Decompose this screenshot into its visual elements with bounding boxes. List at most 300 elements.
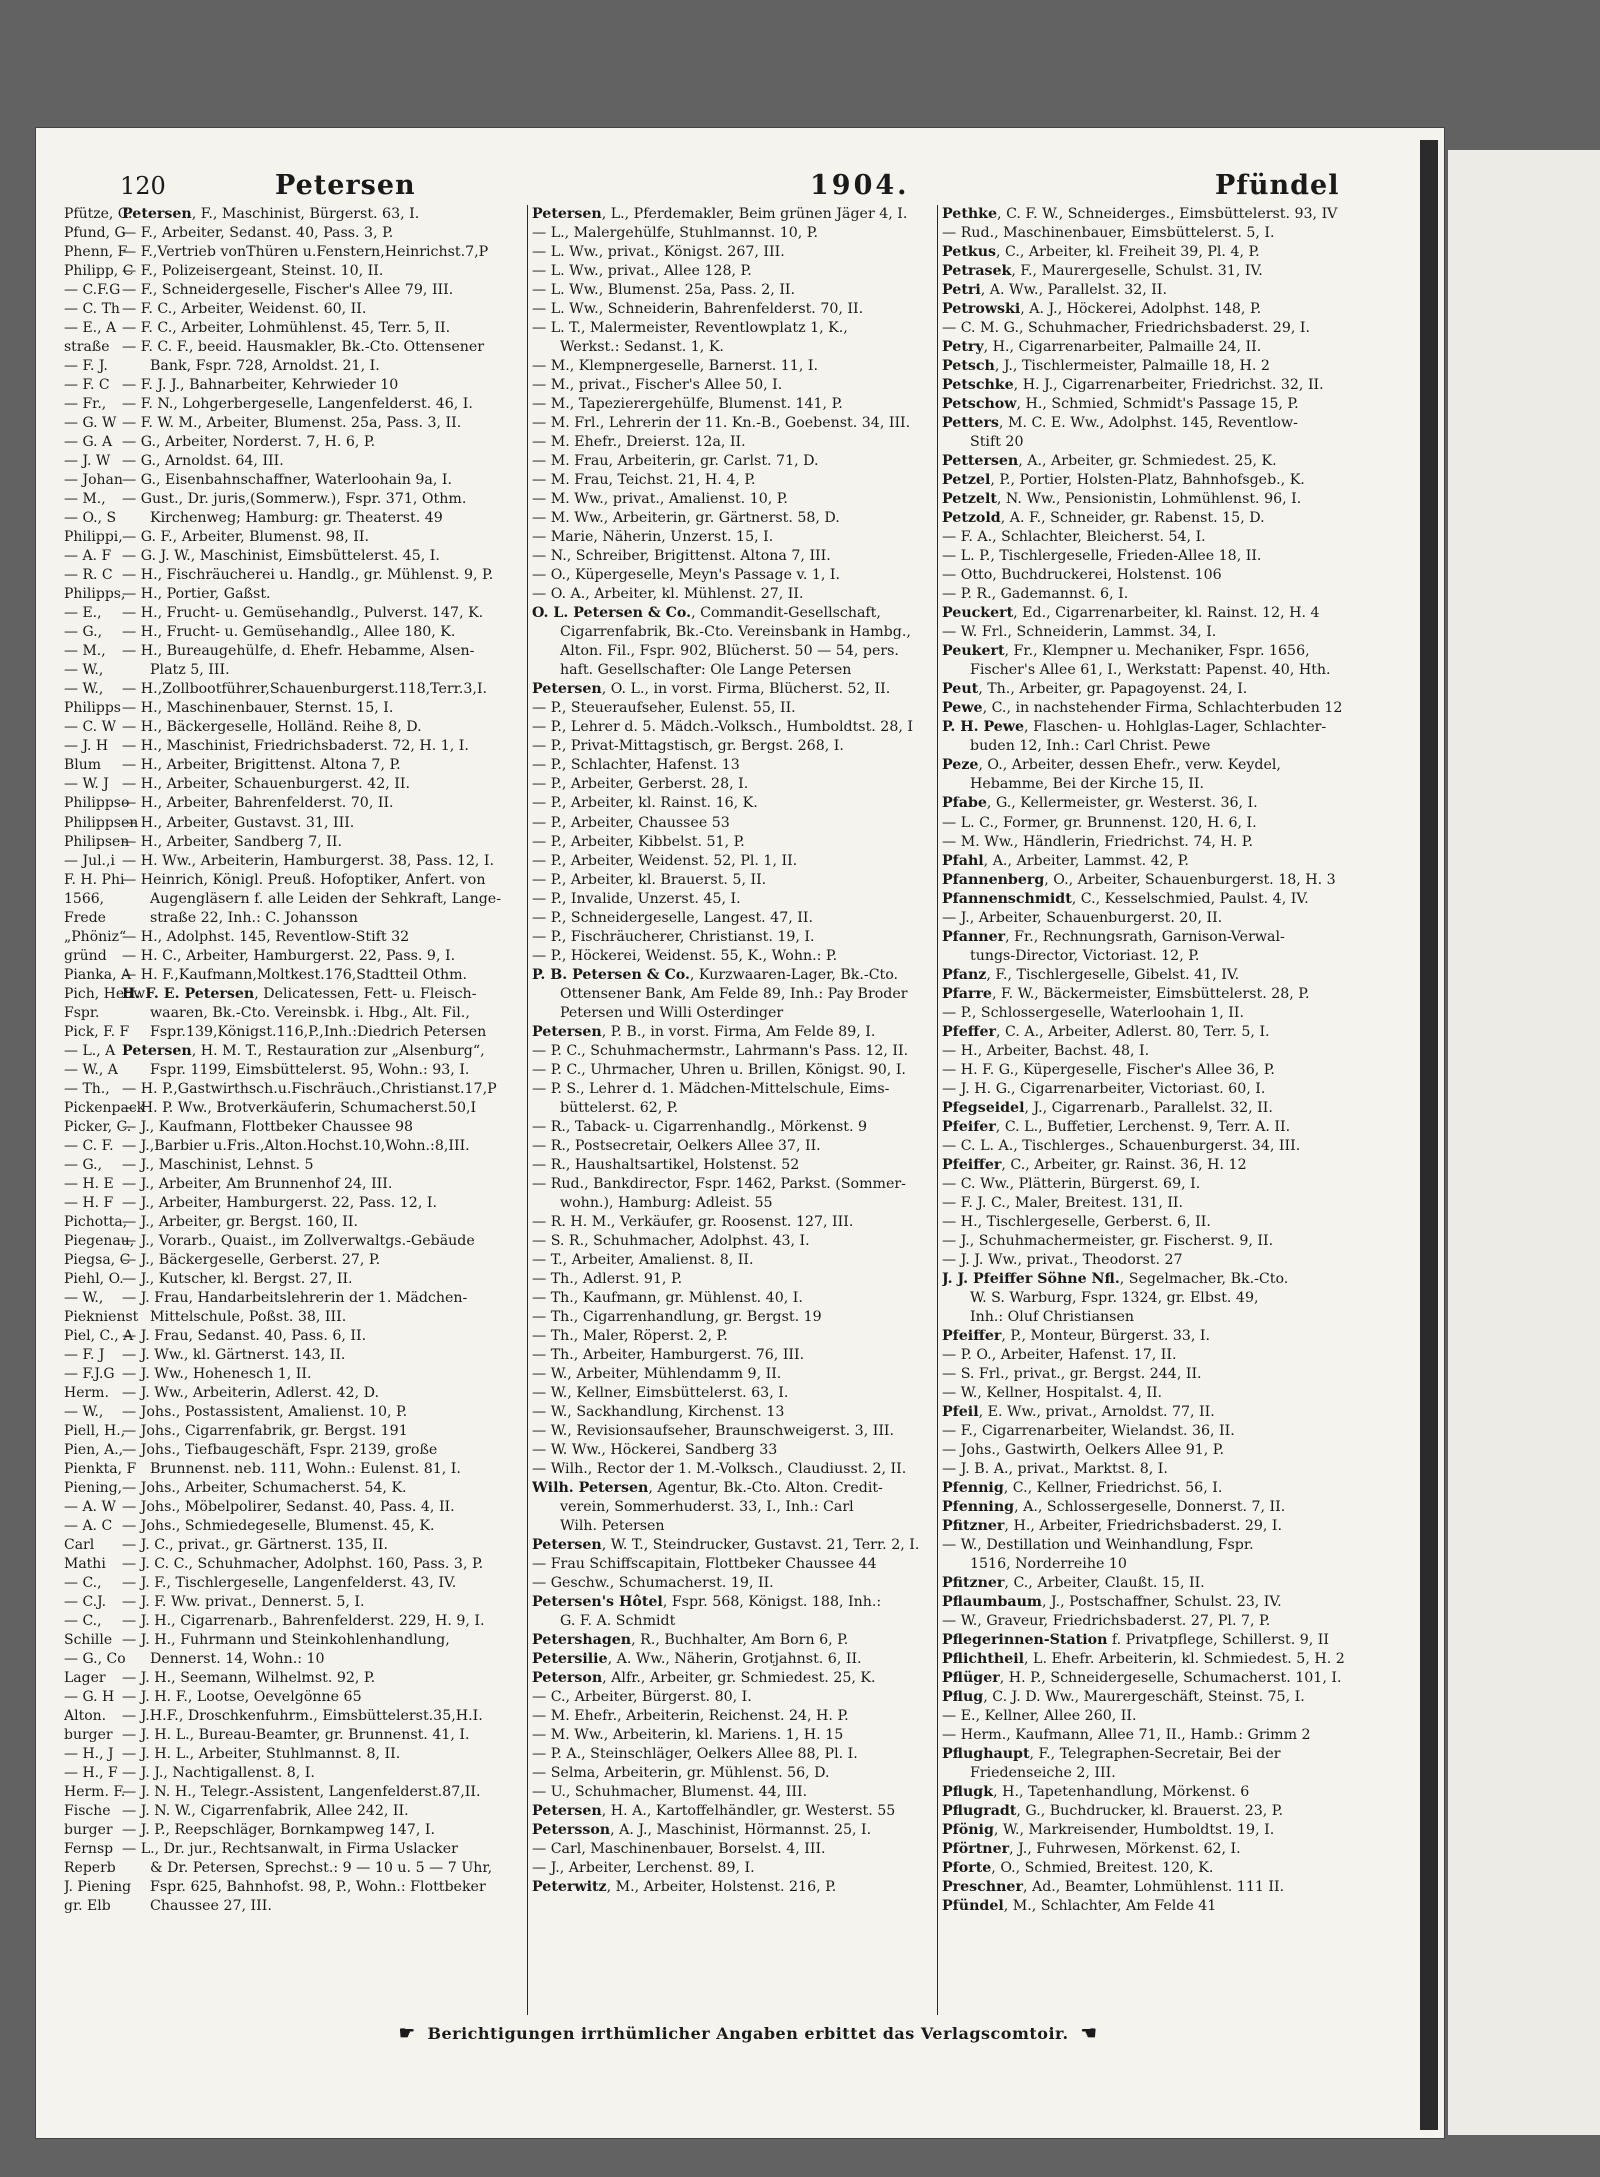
directory-entry-line: — W., Destillation und Weinhandlung, Fspr. bbox=[942, 1537, 1254, 1554]
directory-entry-line: Petzold, A. F., Schneider, gr. Rabenst. 15, D. bbox=[942, 510, 1265, 527]
directory-entry-line: Pförtner, J., Fuhrwesen, Mörkenst. 62, I. bbox=[942, 1841, 1241, 1858]
directory-entry-line: Petschke, H. J., Cigarrenarbeiter, Friedrichst. 32, II. bbox=[942, 377, 1324, 394]
directory-entry-line: Dennerst. 14, Wohn.: 10 bbox=[150, 1651, 325, 1668]
column-rule bbox=[937, 205, 938, 2015]
directory-entry-line: Werkst.: Sedanst. 1, K. bbox=[560, 339, 724, 356]
facing-page-line: — W., bbox=[64, 1403, 104, 1420]
directory-entry-line: G. F. A. Schmidt bbox=[560, 1613, 676, 1630]
directory-entry-line: — M. Ww., Arbeiterin, kl. Mariens. 1, H. 15 bbox=[532, 1727, 844, 1744]
facing-page-line: Pienkta, F bbox=[64, 1461, 137, 1478]
directory-entry-line: — J. N. H., Telegr.-Assistent, Langenfelderst.87,II. bbox=[122, 1784, 481, 1801]
directory-entry-line: — J., Maschinist, Lehnst. 5 bbox=[122, 1156, 314, 1173]
facing-page-line: Pieknienst bbox=[64, 1308, 139, 1325]
directory-entry-line: — G., Eisenbahnschaffner, Waterloohain 9a, I. bbox=[122, 472, 452, 489]
directory-entry-line: Pfeil, E. Ww., privat., Arnoldst. 77, II. bbox=[942, 1403, 1215, 1420]
facing-page-line: — E., A bbox=[64, 320, 117, 337]
directory-entry-line: — J. F. Ww. privat., Dennerst. 5, I. bbox=[122, 1594, 365, 1611]
directory-entry-line: — L. T., Malermeister, Reventlowplatz 1, K., bbox=[532, 320, 848, 337]
directory-entry-line: — Wilh., Rector der 1. M.-Volksch., Claudiusst. 2, II. bbox=[532, 1461, 907, 1478]
column-3 bbox=[942, 205, 1347, 2015]
header-year: 1904. bbox=[810, 170, 910, 201]
directory-entry-line: — H., Arbeiter, Brigittenst. Altona 7, P. bbox=[122, 757, 401, 774]
directory-entry-line: — H. P. Ww., Brotverkäuferin, Schumacherst.50,I bbox=[122, 1099, 477, 1116]
directory-entry-line: Pethke, C. F. W., Schneiderges., Eimsbüttelerst. 93, IV bbox=[942, 206, 1338, 222]
directory-entry-line: Petersen's Hôtel, Fspr. 568, Königst. 188, Inh.: bbox=[532, 1594, 882, 1611]
directory-entry-line: — H., Bureaugehülfe, d. Ehefr. Hebamme, Alsen- bbox=[122, 643, 475, 660]
directory-entry-line: — J. F., Tischlergeselle, Langenfelderst. 43, IV. bbox=[122, 1575, 457, 1592]
column-1 bbox=[122, 205, 522, 2015]
directory-entry-line: Petrowski, A. J., Höckerei, Adolphst. 148, P. bbox=[942, 301, 1262, 318]
directory-entry-line: — W. Ww., Höckerei, Sandberg 33 bbox=[532, 1442, 778, 1459]
facing-page-line: Reperb bbox=[64, 1860, 116, 1877]
directory-entry-line: — L. Ww., privat., Königst. 267, III. bbox=[532, 244, 785, 261]
directory-entry-line: Pfanz, F., Tischlergeselle, Gibelst. 41, IV. bbox=[942, 966, 1240, 983]
directory-entry-line: — O., Küpergeselle, Meyn's Passage v. 1, I. bbox=[532, 567, 841, 584]
footer-text: Berichtigungen irrthümlicher Angaben erbittet das Verlagscomtoir. bbox=[427, 2024, 1069, 2043]
directory-entry-line: Petersen und Willi Osterdinger bbox=[560, 1004, 784, 1021]
directory-entry-line: O. L. Petersen & Co., Commandit-Gesellschaft, bbox=[532, 605, 881, 622]
directory-entry-line: — H. Ww., Arbeiterin, Hamburgerst. 38, Pass. 12, I. bbox=[122, 852, 495, 869]
directory-entry-line: — W., Sackhandlung, Kirchenst. 13 bbox=[532, 1403, 785, 1420]
directory-entry-line: Inh.: Oluf Christiansen bbox=[970, 1308, 1134, 1325]
directory-entry-line: haft. Gesellschafter: Ole Lange Petersen bbox=[560, 662, 852, 679]
directory-entry-line: Pflugk, H., Tapetenhandlung, Mörkenst. 6 bbox=[942, 1784, 1250, 1801]
directory-entry-line: Pfanner, Fr., Rechnungsrath, Garnison-Verwal- bbox=[942, 928, 1285, 945]
directory-entry-line: — P. C., Uhrmacher, Uhren u. Brillen, Königst. 90, I. bbox=[532, 1061, 906, 1078]
directory-entry-line: — Frau Schiffscapitain, Flottbeker Chaussee 44 bbox=[532, 1556, 877, 1573]
facing-page-line: — J. W bbox=[64, 453, 111, 470]
directory-entry-line: Pfennig, C., Kellner, Friedrichst. 56, I. bbox=[942, 1480, 1223, 1497]
directory-entry-line: Pfenning, A., Schlossergeselle, Donnerst. 7, II. bbox=[942, 1499, 1286, 1516]
facing-page-line: Herm. bbox=[64, 1384, 109, 1401]
directory-entry-line: — G., Arbeiter, Norderst. 7, H. 6, P. bbox=[122, 434, 376, 451]
facing-page-line: gr. Elb bbox=[64, 1898, 111, 1915]
facing-page-line: — Johan bbox=[64, 472, 123, 489]
facing-page-line: — O., S bbox=[64, 510, 117, 527]
facing-page-line: Fische bbox=[64, 1803, 111, 1820]
directory-entry-line: — G. F., Arbeiter, Blumenst. 98, II. bbox=[122, 529, 369, 546]
directory-entry-line: — J. Frau, Handarbeitslehrerin der 1. Mädchen- bbox=[122, 1289, 468, 1306]
directory-entry-line: — F. J. J., Bahnarbeiter, Kehrwieder 10 bbox=[122, 377, 399, 394]
directory-entry-line: — H., Tischlergeselle, Gerberst. 6, II. bbox=[942, 1213, 1211, 1230]
directory-entry-line: — G., Arnoldst. 64, III. bbox=[122, 453, 284, 470]
directory-entry-line: Friedenseiche 2, III. bbox=[970, 1765, 1116, 1782]
directory-entry-line: Petersen, L., Pferdemakler, Beim grünen Jäger 4, I. bbox=[532, 206, 908, 222]
directory-entry-line: Brunnenst. neb. 111, Wohn.: Eulenst. 81, I. bbox=[150, 1461, 461, 1478]
directory-entry-line: — H., Bäckergeselle, Holländ. Reihe 8, D. bbox=[122, 719, 422, 736]
directory-entry-line: — Th., Maler, Röperst. 2, P. bbox=[532, 1327, 728, 1344]
facing-page-line: gründ bbox=[64, 947, 107, 964]
directory-entry-line: Pflüger, H. P., Schneidergeselle, Schumacherst. 101, I. bbox=[942, 1670, 1342, 1687]
directory-entry-line: — H., Maschinenbauer, Sternst. 15, I. bbox=[122, 700, 394, 717]
directory-entry-line: — M. Ehefr., Arbeiterin, Reichenst. 24, H. P. bbox=[532, 1708, 849, 1725]
facing-page-line: — W. J bbox=[64, 776, 109, 793]
column-rule bbox=[527, 205, 528, 2015]
directory-entry-line: straße 22, Inh.: C. Johansson bbox=[150, 909, 358, 926]
directory-entry-line: Petri, A. Ww., Parallelst. 32, II. bbox=[942, 282, 1167, 299]
page-number: 120 bbox=[120, 172, 166, 200]
directory-entry-line: — C. M. G., Schuhmacher, Friedrichsbaderst. 29, I. bbox=[942, 320, 1310, 337]
directory-entry-line: — Johs., Arbeiter, Schumacherst. 54, K. bbox=[122, 1480, 407, 1497]
directory-entry-line: Petrasek, F., Maurergeselle, Schulst. 31, IV. bbox=[942, 263, 1263, 280]
column-2 bbox=[532, 205, 932, 2015]
directory-entry-line: — W., Graveur, Friedrichsbaderst. 27, Pl. 7, P. bbox=[942, 1613, 1271, 1630]
directory-entry-line: — M., privat., Fischer's Allee 50, I. bbox=[532, 377, 783, 394]
facing-page-line: Pianka, A bbox=[64, 966, 132, 983]
directory-entry-line: — F., Cigarrenarbeiter, Wielandst. 36, II. bbox=[942, 1423, 1235, 1439]
directory-entry-line: — P., Steueraufseher, Eulenst. 55, II. bbox=[532, 700, 796, 717]
facing-page-line: 1566, bbox=[64, 890, 105, 907]
directory-entry-line: — Th., Cigarrenhandlung, gr. Bergst. 19 bbox=[532, 1308, 822, 1325]
directory-entry-line: P. B. Petersen & Co., Kurzwaaren-Lager, Bk.-Cto. bbox=[532, 966, 899, 983]
directory-entry-line: — N., Schreiber, Brigittenst. Altona 7, III. bbox=[532, 548, 831, 565]
directory-entry-line: — F.,Vertrieb vonThüren u.Fenstern,Heinrichst.7,P bbox=[122, 244, 489, 261]
directory-entry-line: — J. H. L., Bureau-Beamter, gr. Brunnenst. 41, I. bbox=[122, 1727, 470, 1744]
directory-entry-line: — T., Arbeiter, Amalienst. 8, II. bbox=[532, 1251, 754, 1268]
directory-entry-line: — F. A., Schlachter, Bleicherst. 54, I. bbox=[942, 529, 1206, 546]
directory-entry-line: — H., Arbeiter, Bahrenfelderst. 70, II. bbox=[122, 795, 394, 812]
directory-entry-line: Peterson, Alfr., Arbeiter, gr. Schmiedest. 25, K. bbox=[532, 1670, 876, 1687]
facing-page-line: burger bbox=[64, 1822, 113, 1839]
directory-entry-line: — R., Taback- u. Cigarrenhandlg., Mörkenst. 9 bbox=[532, 1118, 868, 1135]
directory-entry-line: tungs-Director, Victoriast. 12, P. bbox=[970, 947, 1200, 964]
pointing-hand-icon: ☚ bbox=[1080, 2023, 1098, 2044]
directory-entry-line: Pfannenschmidt, C., Kesselschmied, Paulst. 4, IV. bbox=[942, 890, 1309, 907]
directory-entry-line: Petry, H., Cigarrenarbeiter, Palmaille 24, II. bbox=[942, 339, 1262, 356]
facing-page-line: Phenn, F bbox=[64, 244, 128, 261]
directory-entry-line: — Geschw., Schumacherst. 19, II. bbox=[532, 1575, 774, 1592]
facing-page-line: Piening, bbox=[64, 1480, 123, 1497]
directory-entry-line: & Dr. Petersen, Sprechst.: 9 — 10 u. 5 — 7 Uhr, bbox=[150, 1860, 493, 1877]
directory-entry-line: — P., Privat-Mittagstisch, gr. Bergst. 268, I. bbox=[532, 738, 844, 755]
directory-entry-line: — F., Polizeisergeant, Steinst. 10, II. bbox=[122, 263, 384, 280]
directory-entry-line: — M. Ehefr., Dreierst. 12a, II. bbox=[532, 434, 746, 451]
facing-page-line: Piegenau, bbox=[64, 1232, 135, 1249]
directory-entry-line: — L. Ww., privat., Allee 128, P. bbox=[532, 263, 752, 280]
directory-entry-line: — F. J. C., Maler, Breitest. 131, II. bbox=[942, 1194, 1184, 1211]
directory-entry-line: — P., Schneidergeselle, Langest. 47, II. bbox=[532, 909, 813, 926]
facing-page-line: Piegsa, C bbox=[64, 1251, 131, 1268]
facing-page-line: Mathi bbox=[64, 1556, 106, 1573]
directory-entry-line: buden 12, Inh.: Carl Christ. Pewe bbox=[970, 738, 1211, 755]
directory-entry-line: — E., Kellner, Allee 260, II. bbox=[942, 1708, 1137, 1725]
directory-entry-line: — P., Arbeiter, Kibbelst. 51, P. bbox=[532, 833, 745, 850]
directory-entry-line: — H., Arbeiter, Sandberg 7, II. bbox=[122, 833, 342, 850]
directory-entry-line: — L. C., Former, gr. Brunnenst. 120, H. 6, I. bbox=[942, 814, 1257, 831]
directory-entry-line: — M. Frl., Lehrerin der 11. Kn.-B., Goebenst. 34, III. bbox=[532, 415, 911, 432]
directory-entry-line: — J., Arbeiter, Am Brunnenhof 24, III. bbox=[122, 1175, 393, 1192]
facing-page-line: burger bbox=[64, 1727, 113, 1744]
directory-entry-line: — P., Arbeiter, Weidenst. 52, Pl. 1, II. bbox=[532, 852, 798, 869]
facing-page-line: — R. C bbox=[64, 567, 113, 584]
directory-entry-line: Ottensener Bank, Am Felde 89, Inh.: Pay Broder bbox=[560, 985, 908, 1002]
directory-entry-line: — J. H., Fuhrmann und Steinkohlenhandlung, bbox=[122, 1632, 450, 1649]
facing-page-line: Alton. bbox=[64, 1708, 107, 1725]
directory-entry-line: — J. Frau, Sedanst. 40, Pass. 6, II. bbox=[122, 1327, 367, 1344]
directory-entry-line: — J. J. Ww., privat., Theodorst. 27 bbox=[942, 1251, 1183, 1268]
directory-entry-line: Fspr.139,Königst.116,P.,Inh.:Diedrich Petersen bbox=[150, 1023, 487, 1040]
directory-entry-line: Petersen, F., Maschinist, Bürgerst. 63, I. bbox=[122, 206, 420, 222]
directory-entry-line: Pflugradt, G., Buchdrucker, kl. Brauerst. 23, P. bbox=[942, 1803, 1283, 1820]
page-gutter bbox=[1420, 140, 1438, 2130]
facing-page-line: Philippsen bbox=[64, 814, 139, 831]
facing-page-line: — G. H bbox=[64, 1689, 115, 1706]
directory-entry-line: — Th., Arbeiter, Hamburgerst. 76, III. bbox=[532, 1346, 805, 1363]
header-right-word: Pfündel bbox=[1215, 170, 1340, 201]
facing-page-line: Piell, H., bbox=[64, 1423, 126, 1439]
directory-entry-line: — J., Vorarb., Quaist., im Zollverwaltgs.-Gebäude bbox=[122, 1232, 475, 1249]
directory-entry-line: — U., Schuhmacher, Blumenst. 44, III. bbox=[532, 1784, 808, 1801]
directory-entry-line: — W., Kellner, Hospitalst. 4, II. bbox=[942, 1384, 1163, 1401]
directory-entry-line: — Johs., Tiefbaugeschäft, Fspr. 2139, große bbox=[122, 1442, 438, 1459]
directory-entry-line: — H. P.,Gastwirthsch.u.Fischräuch.,Christianst.17,P bbox=[122, 1080, 497, 1097]
directory-entry-line: Pfitzner, H., Arbeiter, Friedrichsbaderst. 29, I. bbox=[942, 1518, 1283, 1535]
facing-page-line: Pichotta, bbox=[64, 1213, 128, 1230]
facing-page-line: — F. J. bbox=[64, 358, 108, 375]
facing-page-line: Frede bbox=[64, 909, 106, 926]
facing-page-line: straße bbox=[64, 339, 110, 356]
facing-page-line: — C.F.G bbox=[64, 282, 121, 299]
directory-entry-line: — M. Ww., Arbeiterin, gr. Gärtnerst. 58, D. bbox=[532, 510, 840, 527]
facing-page-line: — H. F bbox=[64, 1194, 114, 1211]
directory-entry-line: — J. H. F., Lootse, Oevelgönne 65 bbox=[122, 1689, 362, 1706]
directory-entry-line: — Johs., Cigarrenfabrik, gr. Bergst. 191 bbox=[122, 1423, 408, 1439]
directory-entry-line: Wilh. Petersen, Agentur, Bk.-Cto. Alton. Credit- bbox=[532, 1480, 883, 1497]
directory-entry-line: — J., Schuhmachermeister, gr. Fischerst. 9, II. bbox=[942, 1232, 1274, 1249]
facing-page-line: J. Piening bbox=[64, 1879, 132, 1896]
directory-entry-line: Petzel, P., Portier, Holsten-Platz, Bahnhofsgeb., K. bbox=[942, 472, 1305, 489]
directory-entry-line: — J. C., privat., gr. Gärtnerst. 135, II. bbox=[122, 1537, 389, 1554]
directory-entry-line: — J. C. C., Schuhmacher, Adolphst. 160, Pass. 3, P. bbox=[122, 1556, 484, 1573]
directory-entry-line: Pettersen, A., Arbeiter, gr. Schmiedest. 25, K. bbox=[942, 453, 1277, 470]
facing-page-line: Lager bbox=[64, 1670, 106, 1687]
directory-entry-line: — F., Schneidergeselle, Fischer's Allee 79, III. bbox=[122, 282, 454, 299]
facing-page-line: Pich, Hedw bbox=[64, 985, 146, 1002]
directory-entry-line: Fspr. 1199, Eimsbüttelerst. 95, Wohn.: 93, I. bbox=[150, 1061, 470, 1078]
facing-page-line: — C.J. bbox=[64, 1594, 107, 1611]
directory-entry-line: — F. C., Arbeiter, Weidenst. 60, II. bbox=[122, 301, 367, 318]
facing-page-line: — G., Co bbox=[64, 1651, 126, 1668]
facing-page-line: „Phöniz“ bbox=[64, 928, 127, 945]
facing-page-line: — M., bbox=[64, 491, 106, 508]
directory-entry-line: — Johs., Möbelpolirer, Sedanst. 40, Pass. 4, II. bbox=[122, 1499, 455, 1516]
directory-entry-line: — M. Frau, Arbeiterin, gr. Carlst. 71, D. bbox=[532, 453, 819, 470]
directory-entry-line: Kirchenweg; Hamburg: gr. Theaterst. 49 bbox=[150, 510, 443, 527]
directory-entry-line: — F., Arbeiter, Sedanst. 40, Pass. 3, P. bbox=[122, 225, 394, 242]
facing-page-line: — M., bbox=[64, 643, 106, 660]
facing-page-line: Fspr. bbox=[64, 1004, 100, 1021]
directory-entry-line: — F. C., Arbeiter, Lohmühlenst. 45, Terr. 5, II. bbox=[122, 320, 451, 337]
directory-entry-line: — H., Arbeiter, Bachst. 48, I. bbox=[942, 1042, 1150, 1059]
directory-entry-line: — P., Arbeiter, kl. Brauerst. 5, II. bbox=[532, 871, 767, 888]
facing-page-line: — H. E bbox=[64, 1175, 114, 1192]
facing-page-line: — J. H bbox=[64, 738, 109, 755]
facing-page-line: Schille bbox=[64, 1632, 113, 1649]
facing-page-line: — A. F bbox=[64, 548, 112, 565]
directory-entry-line: Cigarrenfabrik, Bk.-Cto. Vereinsbank in Hambg., bbox=[560, 624, 911, 641]
facing-page-line: — A. W bbox=[64, 1499, 116, 1516]
directory-entry-line: — J. P., Reepschläger, Bornkampweg 147, I. bbox=[122, 1822, 435, 1839]
directory-entry-line: Fischer's Allee 61, I., Werkstatt: Papenst. 40, Hth. bbox=[970, 662, 1331, 679]
facing-page-line: Piehl, O. bbox=[64, 1270, 124, 1287]
directory-entry-line: Pfeiffer, P., Monteur, Bürgerst. 33, I. bbox=[942, 1327, 1211, 1344]
directory-entry-line: — J.,Barbier u.Fris.,Alton.Hochst.10,Wohn.:8,III. bbox=[122, 1137, 470, 1154]
directory-entry-line: Petters, M. C. E. Ww., Adolphst. 145, Reventlow- bbox=[942, 415, 1298, 432]
directory-entry-line: Wilh. Petersen bbox=[560, 1518, 665, 1535]
directory-entry-line: Petzelt, N. Ww., Pensionistin, Lohmühlenst. 96, I. bbox=[942, 491, 1302, 508]
directory-entry-line: — C. L. A., Tischlerges., Schauenburgerst. 34, III. bbox=[942, 1137, 1301, 1154]
directory-entry-line: — S. R., Schuhmacher, Adolphst. 43, I. bbox=[532, 1232, 810, 1249]
directory-entry-line: — J. Ww., Arbeiterin, Adlerst. 42, D. bbox=[122, 1384, 379, 1401]
directory-entry-line: — F. N., Lohgerbergeselle, Langenfelderst. 46, I. bbox=[122, 396, 473, 413]
directory-entry-line: — H. C., Arbeiter, Hamburgerst. 22, Pass. 9, I. bbox=[122, 947, 456, 964]
directory-entry-line: Mittelschule, Poßst. 38, III. bbox=[150, 1308, 347, 1325]
directory-entry-line: — J., Kaufmann, Flottbeker Chaussee 98 bbox=[122, 1118, 414, 1135]
facing-page-line: Philipsen bbox=[64, 833, 130, 850]
directory-entry-line: — P. A., Steinschläger, Oelkers Allee 88, Pl. I. bbox=[532, 1746, 858, 1763]
directory-entry-line: wohn.), Hamburg: Adleist. 55 bbox=[560, 1194, 773, 1211]
directory-entry-line: — J., Arbeiter, gr. Bergst. 160, II. bbox=[122, 1213, 359, 1230]
directory-entry-line: — P., Fischräucherer, Christianst. 19, I. bbox=[532, 928, 815, 945]
facing-page-line: Pickenpack bbox=[64, 1099, 146, 1116]
directory-entry-line: — L., Malergehülfe, Stuhlmannst. 10, P. bbox=[532, 225, 818, 242]
facing-page-line: Pien, A., bbox=[64, 1442, 124, 1459]
page-header bbox=[120, 168, 1340, 204]
directory-entry-line: — L. Ww., Schneiderin, Bahrenfelderst. 70, II. bbox=[532, 301, 864, 318]
directory-entry-line: Peterwitz, M., Arbeiter, Holstenst. 216, P. bbox=[532, 1879, 837, 1896]
directory-entry-line: — Johs., Postassistent, Amalienst. 10, P. bbox=[122, 1403, 408, 1420]
directory-entry-line: — J., Bäckergeselle, Gerberst. 27, P. bbox=[122, 1251, 381, 1268]
facing-page-line: Blum bbox=[64, 757, 102, 774]
directory-entry-line: Pfitzner, C., Arbeiter, Claußt. 15, II. bbox=[942, 1575, 1205, 1592]
directory-entry-line: — P., Schlachter, Hafenst. 13 bbox=[532, 757, 740, 774]
directory-entry-line: 1516, Norderreihe 10 bbox=[970, 1556, 1127, 1573]
directory-entry-line: — M. Frau, Teichst. 21, H. 4, P. bbox=[532, 472, 756, 489]
directory-entry-line: H. F. E. Petersen, Delicatessen, Fett- u. Fleisch- bbox=[122, 985, 477, 1002]
directory-entry-line: — P. R., Gademannst. 6, I. bbox=[942, 586, 1129, 603]
directory-entry-line: — F. W. M., Arbeiter, Blumenst. 25a, Pass. 3, II. bbox=[122, 415, 462, 432]
directory-entry-line: — W., Kellner, Eimsbüttelerst. 63, I. bbox=[532, 1384, 789, 1401]
directory-entry-line: — H., Frucht- u. Gemüsehandlg., Pulverst. 147, K. bbox=[122, 605, 484, 622]
directory-entry-line: — Selma, Arbeiterin, gr. Mühlenst. 56, D. bbox=[532, 1765, 830, 1782]
facing-page-line: Philipps, bbox=[64, 586, 126, 603]
facing-page-line: Carl bbox=[64, 1537, 95, 1554]
directory-entry-line: Petersson, A. J., Maschinist, Hörmannst. 25, I. bbox=[532, 1822, 872, 1839]
directory-entry-line: Petersen, O. L., in vorst. Firma, Blücherst. 52, II. bbox=[532, 681, 891, 698]
directory-entry-line: — P., Arbeiter, Gerberst. 28, I. bbox=[532, 776, 749, 793]
directory-entry-line: — H. F.,Kaufmann,Moltkest.176,Stadtteil Othm. bbox=[122, 966, 468, 983]
directory-entry-line: Pflug, C. J. D. Ww., Maurergeschäft, Steinst. 75, I. bbox=[942, 1689, 1305, 1706]
directory-entry-line: — W., Revisionsaufseher, Braunschweigerst. 3, III. bbox=[532, 1423, 895, 1439]
directory-entry-line: — S. Frl., privat., gr. Bergst. 244, II. bbox=[942, 1365, 1202, 1382]
directory-entry-line: Pfeiffer, C., Arbeiter, gr. Rainst. 36, H. 12 bbox=[942, 1156, 1247, 1173]
directory-entry-line: Stift 20 bbox=[970, 434, 1024, 451]
directory-entry-line: — H., Portier, Gaßst. bbox=[122, 586, 271, 603]
directory-entry-line: Chaussee 27, III. bbox=[150, 1898, 272, 1915]
directory-entry-line: büttelerst. 62, P. bbox=[560, 1099, 678, 1116]
facing-page-line: Philippi, bbox=[64, 529, 123, 546]
facing-page-line: — G. W bbox=[64, 415, 117, 432]
directory-entry-line: — C. Ww., Plätterin, Bürgerst. 69, I. bbox=[942, 1175, 1201, 1192]
directory-entry-line: Pflichtheil, L. Ehefr. Arbeiterin, kl. Schmiedest. 5, H. 2 bbox=[942, 1651, 1345, 1668]
directory-entry-line: Pfeifer, C. L., Buffetier, Lerchenst. 9, Terr. A. II. bbox=[942, 1118, 1291, 1135]
facing-page-line: Fernsp bbox=[64, 1841, 114, 1858]
directory-entry-line: — W., Arbeiter, Mühlendamm 9, II. bbox=[532, 1365, 782, 1382]
directory-entry-line: Petersilie, A. Ww., Näherin, Grotjahnst. 6, II. bbox=[532, 1651, 862, 1668]
facing-page-line: F. H. Phi bbox=[64, 871, 125, 888]
directory-entry-line: Pfegseidel, J., Cigarrenarb., Parallelst. 32, II. bbox=[942, 1099, 1273, 1116]
facing-page-line: — G. A bbox=[64, 434, 113, 451]
directory-entry-line: Petersen, H. A., Kartoffelhändler, gr. Westerst. 55 bbox=[532, 1803, 896, 1820]
page-footer bbox=[358, 2022, 1138, 2046]
directory-entry-line: — G. J. W., Maschinist, Eimsbüttelerst. 45, I. bbox=[122, 548, 440, 565]
directory-entry-line: — H.,Zollbootführer,Schauenburgerst.118,Terr.3,I. bbox=[122, 681, 488, 698]
directory-entry-line: — Johs., Gastwirth, Oelkers Allee 91, P. bbox=[942, 1442, 1224, 1459]
directory-entry-line: — C., Arbeiter, Bürgerst. 80, I. bbox=[532, 1689, 752, 1706]
facing-page-line: — H., J bbox=[64, 1746, 114, 1763]
directory-entry-line: Petershagen, R., Buchhalter, Am Born 6, P. bbox=[532, 1632, 849, 1649]
facing-page bbox=[1448, 150, 1600, 2135]
facing-page-line: — H., F bbox=[64, 1765, 118, 1782]
directory-entry-line: Platz 5, III. bbox=[150, 662, 230, 679]
directory-entry-line: — J. J., Nachtigallenst. 8, I. bbox=[122, 1765, 315, 1782]
directory-entry-line: — J. N. W., Cigarrenfabrik, Allee 242, II. bbox=[122, 1803, 409, 1820]
facing-page-line: — W., bbox=[64, 681, 104, 698]
directory-entry-line: — L., Dr. jur., Rechtsanwalt, in Firma Uslacker bbox=[122, 1841, 458, 1858]
directory-entry-line: — H., Adolphst. 145, Reventlow-Stift 32 bbox=[122, 928, 410, 945]
directory-entry-line: — J. H., Cigarrenarb., Bahrenfelderst. 229, H. 9, I. bbox=[122, 1613, 485, 1630]
directory-entry-line: — J. Ww., kl. Gärtnerst. 143, II. bbox=[122, 1346, 346, 1363]
facing-page-line: — Jul.,i bbox=[64, 852, 115, 869]
directory-entry-line: — Rud., Maschinenbauer, Eimsbüttelerst. 5, I. bbox=[942, 225, 1275, 242]
facing-page-line: Philipps bbox=[64, 700, 121, 717]
facing-page-line: — W., bbox=[64, 662, 104, 679]
directory-entry-line: — P., Lehrer d. 5. Mädch.-Volksch., Humboldtst. 28, I bbox=[532, 719, 913, 736]
facing-page-fragments bbox=[64, 205, 152, 1916]
directory-entry-line: — R., Postsecretair, Oelkers Allee 37, II. bbox=[532, 1137, 821, 1154]
directory-entry-line: — P., Höckerei, Weidenst. 55, K., Wohn.: P. bbox=[532, 947, 838, 964]
directory-entry-line: — J. H. G., Cigarrenarbeiter, Victoriast. 60, I. bbox=[942, 1080, 1266, 1097]
directory-entry-line: — R. H. M., Verkäufer, gr. Roosenst. 127, III. bbox=[532, 1213, 854, 1230]
directory-entry-line: Pfahl, A., Arbeiter, Lammst. 42, P. bbox=[942, 852, 1189, 869]
directory-entry-line: — J. H. L., Arbeiter, Stuhlmannst. 8, II. bbox=[122, 1746, 401, 1763]
directory-entry-line: — Herm., Kaufmann, Allee 71, II., Hamb.: Grimm 2 bbox=[942, 1727, 1311, 1744]
directory-entry-line: — J. H., Seemann, Wilhelmst. 92, P. bbox=[122, 1670, 376, 1687]
directory-entry-line: — Marie, Näherin, Unzerst. 15, I. bbox=[532, 529, 774, 546]
facing-page-line: Picker, C. bbox=[64, 1118, 132, 1135]
directory-entry-line: — Carl, Maschinenbauer, Borselst. 4, III. bbox=[532, 1841, 826, 1858]
directory-entry-line: Peze, O., Arbeiter, dessen Ehefr., verw. Keydel, bbox=[942, 757, 1281, 774]
directory-entry-line: — R., Haushaltsartikel, Holstenst. 52 bbox=[532, 1156, 800, 1173]
facing-page-line: — F. C bbox=[64, 377, 110, 394]
directory-entry-line: verein, Sommerhuderst. 33, I., Inh.: Carl bbox=[560, 1499, 854, 1516]
directory-entry-line: — Gust., Dr. juris,(Sommerw.), Fspr. 371, Othm. bbox=[122, 491, 467, 508]
directory-entry-line: — W. Frl., Schneiderin, Lammst. 34, I. bbox=[942, 624, 1217, 641]
facing-page-line: — F. J bbox=[64, 1346, 105, 1363]
directory-entry-line: Bank, Fspr. 728, Arnoldst. 21, I. bbox=[150, 358, 380, 375]
facing-page-line: — E., bbox=[64, 605, 102, 622]
directory-entry-line: — J., Arbeiter, Hamburgerst. 22, Pass. 12, I. bbox=[122, 1194, 437, 1211]
facing-page-line: — Th., bbox=[64, 1080, 110, 1097]
directory-entry-line: — J., Kutscher, kl. Bergst. 27, II. bbox=[122, 1270, 353, 1287]
directory-entry-line: — H., Arbeiter, Gustavst. 31, III. bbox=[122, 814, 355, 831]
directory-entry-line: Petsch, J., Tischlermeister, Palmaille 18, H. 2 bbox=[942, 358, 1270, 375]
pointing-hand-icon: ☛ bbox=[398, 2023, 416, 2044]
directory-entry-line: — P. S., Lehrer d. 1. Mädchen-Mittelschule, Eims- bbox=[532, 1080, 890, 1097]
directory-entry-line: Pfabe, G., Kellermeister, gr. Westerst. 36, I. bbox=[942, 795, 1258, 812]
facing-page-line: — A. C bbox=[64, 1518, 113, 1535]
directory-entry-line: — Heinrich, Königl. Preuß. Hofoptiker, Anfert. von bbox=[122, 871, 486, 888]
